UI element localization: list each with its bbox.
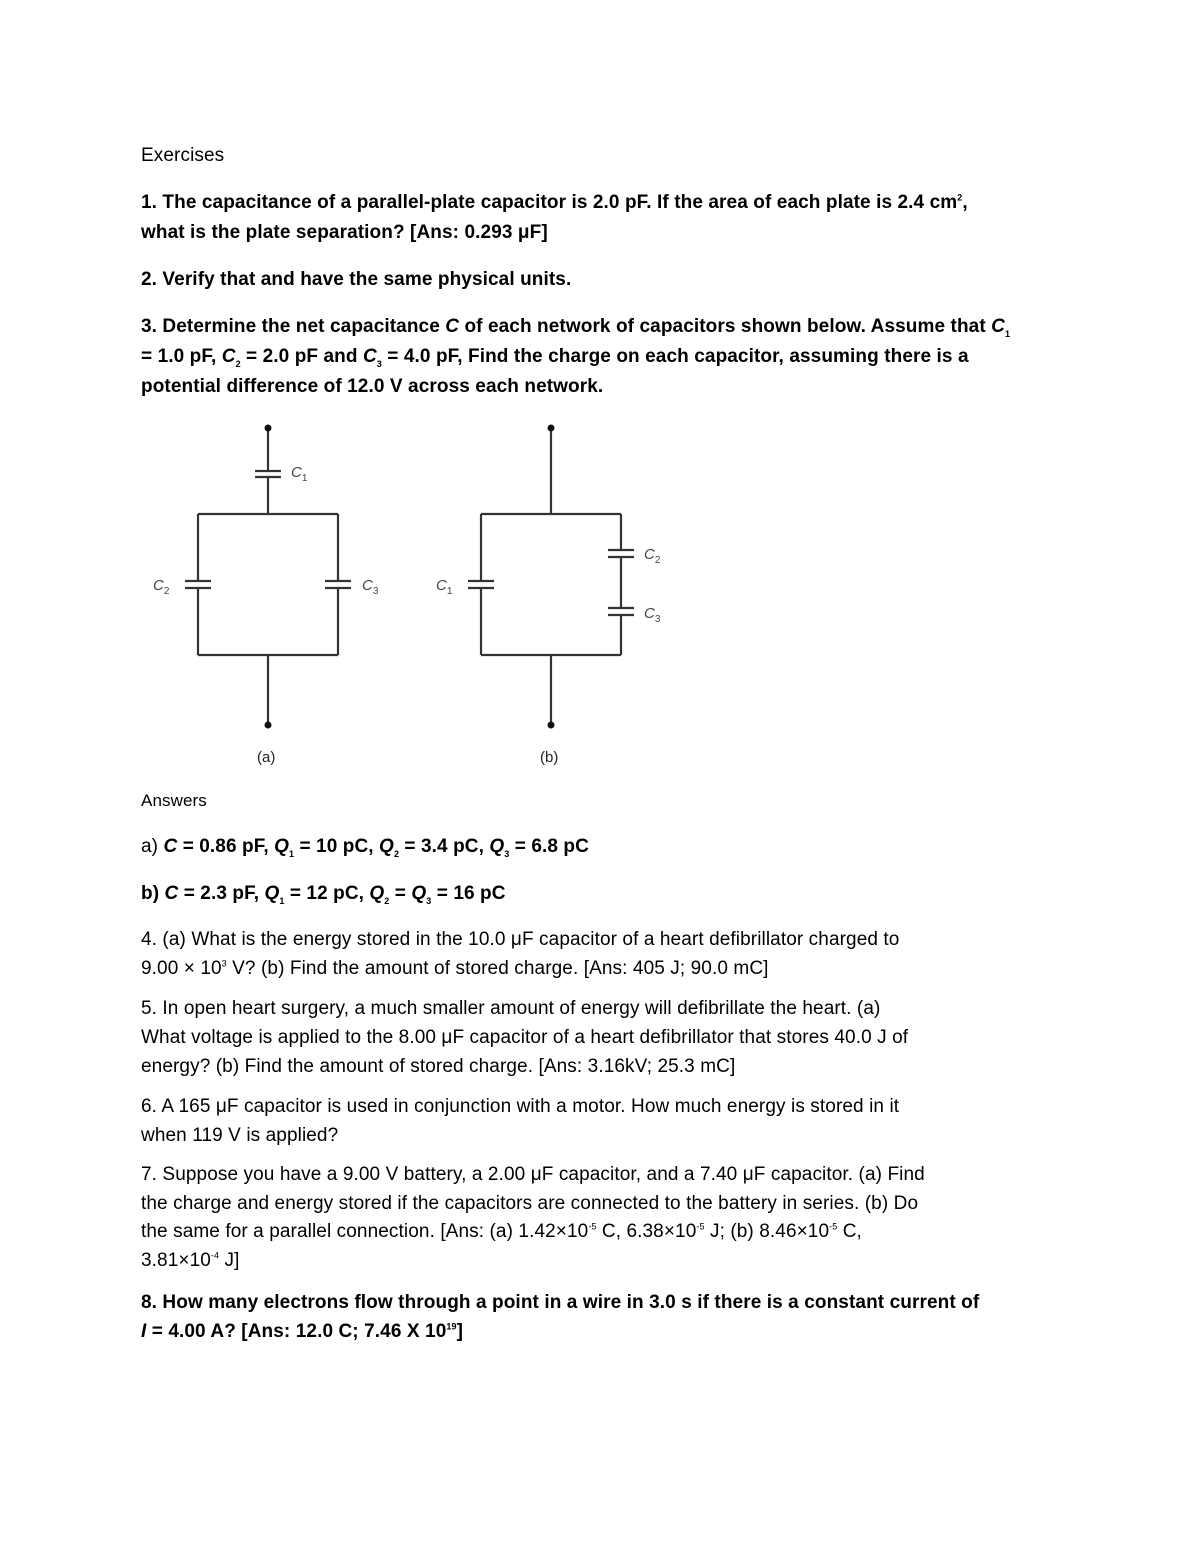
network-a-top-terminal <box>265 425 272 432</box>
question-1-line-2: what is the plate separation? [Ans: 0.293 μF] <box>141 222 548 243</box>
network-b-caption: (b) <box>540 749 559 766</box>
question-1-line-1: 1. The capacitance of a parallel-plate capacitor is 2.0 pF. If the area of each plate is 2.4 $cm^2$, <box>141 192 968 213</box>
answer-b: b) C = 2.3 pF, $Q_1 = 12$ pC, $Q_2 = Q_3 = 16$ pC <box>141 883 506 906</box>
question-7: 7. Suppose you have a 9.00 V battery, a 2.00 μF capacitor, and a 7.40 μF capacitor. (a) Find the charge and energy stored if the capacitors are connected to the battery in series. (b) Do the same for a parallel connection. [Ans: (a) $1.42\times 10^{-5}$ C, $6.38\times 10^{-5}$ J; (b) $8.46\times 10^{-5}$ C, $3.81\times 10^{-4}$ J] <box>141 1164 925 1271</box>
question-3-line-3: potential difference of 12.0 V across each network. <box>141 376 604 397</box>
network-a-c3-label: $C_3$ <box>362 577 379 597</box>
question-5: 5. In open heart surgery, a much smaller amount of energy will defibrillate the heart. (a) What voltage is applied to the 8.00 μF capacitor of a heart defibrillator that stores 40.0 J of energy? (b) Find the amount of stored charge. [Ans: 3.16kV; 25.3 mC] <box>141 998 909 1077</box>
question-3 <box>141 312 1041 402</box>
network-b-top-terminal <box>548 425 555 432</box>
exercises-heading: Exercises <box>141 145 225 166</box>
question-8: 8. How many electrons flow through a point in a wire in 3.0 s if there is a constant current of I = 4.00 A? [Ans: 12.0 C; 7.46 X $10^{19}$] <box>141 1292 980 1342</box>
question-6: 6. A 165 μF capacitor is used in conjunction with a motor. How much energy is stored in it when 119 V is applied? <box>141 1096 900 1146</box>
network-a-bottom-terminal <box>265 722 272 729</box>
question-3-line-1: 3. Determine the net capacitance C of each network of capacitors shown below. Assume that $C_1$ <box>141 316 1011 339</box>
question-3-line-2: = 1.0 pF, $C_2 = 2.0$ pF and $C_3 = 4.0$ pF, Find the charge on each capacitor, assuming there is a <box>141 346 969 369</box>
answer-a: a) C = 0.86 pF, $Q_1 = 10$ pC, $Q_2 = 3.4$ pC, $Q_3 = 6.8$ pC <box>141 836 589 859</box>
network-b-c1-label: $C_1$ <box>436 577 453 597</box>
network-a-c2-label: $C_2$ <box>153 577 170 597</box>
answers-heading: Answers <box>141 791 207 810</box>
network-b-c2-label: $C_2$ <box>644 546 661 566</box>
network-a <box>185 428 351 725</box>
network-a-c1-label: $C_1$ <box>291 464 308 484</box>
network-b-c3-label: $C_3$ <box>644 605 661 625</box>
network-b-bottom-terminal <box>548 722 555 729</box>
question-4: 4. (a) What is the energy stored in the 10.0 μF capacitor of a heart defibrillator charged to $9.00 \times 10^3$ V? (b) Find the amount of stored charge. [Ans: 405 J; 90.0 mC] <box>141 929 900 979</box>
question-1 <box>141 188 1041 248</box>
capacitor-network-diagram <box>140 410 700 770</box>
network-a-caption: (a) <box>257 749 276 766</box>
question-2: 2. Verify that and have the same physical units. <box>141 269 572 290</box>
network-b <box>468 428 634 725</box>
